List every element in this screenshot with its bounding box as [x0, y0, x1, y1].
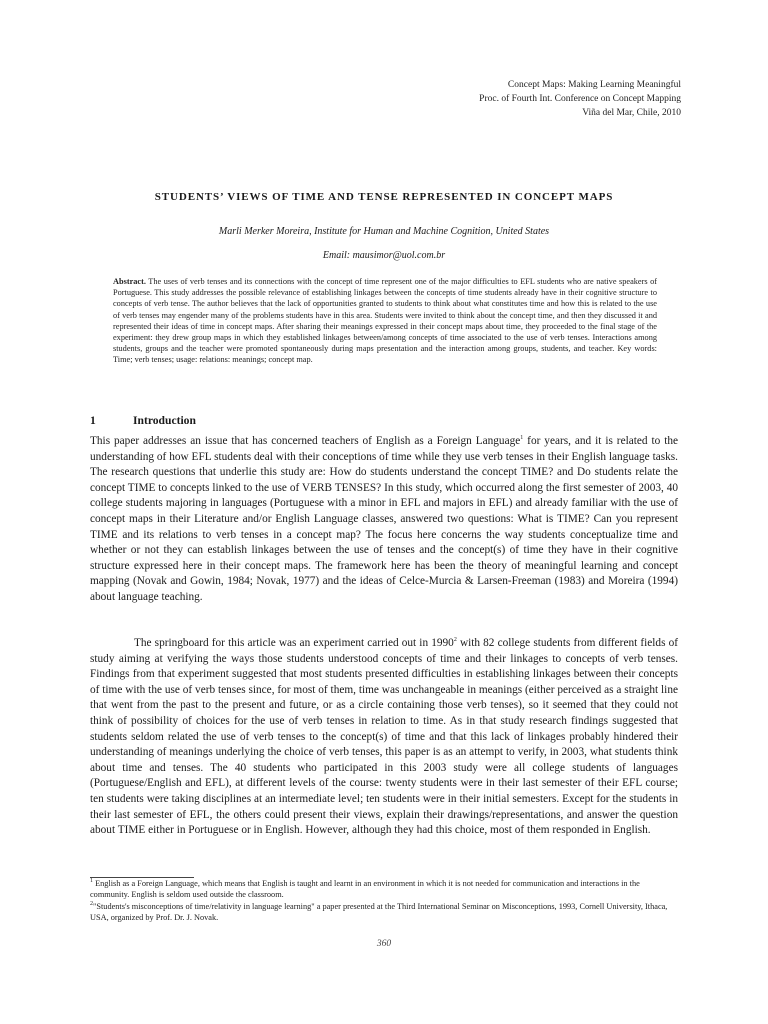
footnote-1-mark: 1	[90, 878, 93, 885]
paragraph-2-text-b: with 82 college students from different fields of study aiming at verifying the ways those students understood concepts of time and their linkages to concepts of verb tenses. Findings from that experiment suggested that most students presented difficulties in establishing linkages between their concepts of time with the use of verb tenses since, for most of them, time was unchangeable in meanings (either perceived as a straight line that went from the past to the present and future, or as a circle containing those verb tenses), so it seemed that they could not think of possibility of choices for the use of verb tenses in relation to time. As in that study research findings suggested that students seldom related the use of verb tenses to the concept(s) of time and that this lack of linkages probably hindered their understanding of meanings underlying the choice of verb tenses, this paper is as an attempt to verify, in 2003, what students think about time and tenses. The 40 students who participated in this 2003 study were all college students of languages (Portuguese/English and EFL), at different levels of the course: twenty students were in their last semester of their EFL course; ten students were taking disciplines at an intermediate level; ten students were in their initial semesters. Except for the students in their last semester of EFL, the others could present their views, explain their drawings/representations, and answer the question about TIME either in Portuguese or in English. However, although they had this choice, most of them responded in English.	[90, 637, 678, 837]
page-number: 360	[376, 939, 392, 949]
conference-header	[479, 78, 681, 120]
footnote-2-mark: 2	[90, 900, 93, 907]
paragraph-1-text-a: This paper addresses an issue that has concerned teachers of English as a Foreign Language	[90, 435, 521, 447]
footnote-2-text: "Students's misconceptions of time/relativity in language learning" a paper presented at the Third International Seminar on Misconceptions, 1993, Cornell University, Ithaca, USA, organized by Prof. Dr. J. Novak.	[90, 901, 668, 922]
paragraph-1-text-b: for years, and it is related to the understanding of how EFL students deal with their conceptions of time while they use verb tenses in their English language tasks. The research questions that underlie this study are: How do students understand the concept TIME? and Do students relate the concept TIME to concepts linked to the use of VERB TENSES? In this study, which occurred along the first semester of 2003, 40 college students majoring in languages (Portuguese with a minor in EFL and majors in EFL) and already familiar with the use of concept maps in their Literature and/or English Language classes, answered two questions: What is TIME? Can you represent TIME and its relations to verb tenses in a concept map? The focus here concerns the way students conceptualize time and whether or not they can establish linkages between the use of tenses and the concept(s) of time they have in their cognitive structure expressed here in their concept maps. The framework here has been the theory of meaningful learning and concept mapping (Novak and Gowin, 1984; Novak, 1977) and the ideas of Celce-Murcia & Larsen-Freeman (1983) and Moreira (1994) about language teaching.	[90, 435, 678, 603]
footnote-1	[90, 878, 678, 901]
abstract	[113, 276, 657, 366]
header-line-1: Concept Maps: Making Learning Meaningful	[507, 80, 681, 90]
section-number: 1	[90, 414, 96, 427]
header-line-2: Proc. of Fourth Int. Conference on Concept Mapping	[479, 94, 681, 104]
footnote-ref-2[interactable]: 2	[453, 637, 457, 644]
paragraph-2-text-a: The springboard for this article was an experiment carried out in 1990	[134, 637, 454, 649]
author-email[interactable]: Email: mausimor@uol.com.br	[322, 250, 446, 261]
footnotes	[90, 878, 678, 923]
author-line: Marli Merker Moreira, Institute for Human and Machine Cognition, United States	[218, 226, 550, 237]
header-line-3: Viña del Mar, Chile, 2010	[582, 108, 681, 118]
paragraph-2	[90, 636, 678, 839]
footnote-2	[90, 901, 678, 924]
paper-title: STUDENTS’ VIEWS OF TIME AND TENSE REPRESENTED IN CONCEPT MAPS	[154, 191, 614, 203]
abstract-text: The uses of verb tenses and its connections with the concept of time represent one of the major difficulties to EFL students who are native speakers of Portuguese. This study addresses the possible relevance of establishing linkages between the concepts of time students already have in their cognitive structure to concepts of verb tense. The author believes that the lack of opportunities granted to students to think about what constitutes time and how this is related to the use of verb tenses may engender many of the problems students have in this area. Students were invited to think about the concept time, and then they discussed it and represented their ideas of time in concept maps. After sharing their meanings expressed in their concept maps about time, they proceeded to the final stage of the experiment: they drew group maps in which they established linkages between/among concepts of time associated to the use of verb tenses. Interactions among students, groups and the teacher were promoted spontaneously during maps presentation and the interaction among groups, students, and teacher. Key words: Time; verb tenses; usage: relations: meanings; concept map.	[113, 277, 657, 365]
section-title: Introduction	[133, 414, 196, 427]
section-heading	[90, 414, 196, 427]
paragraph-1	[90, 434, 678, 606]
footnote-1-text: English as a Foreign Language, which means that English is taught and learnt in an environment in which it is not needed for communication and interactions in the community. English is seldom used outside the classroom.	[90, 879, 640, 900]
abstract-label: Abstract.	[113, 277, 146, 286]
footnote-ref-1[interactable]: 1	[520, 435, 524, 442]
